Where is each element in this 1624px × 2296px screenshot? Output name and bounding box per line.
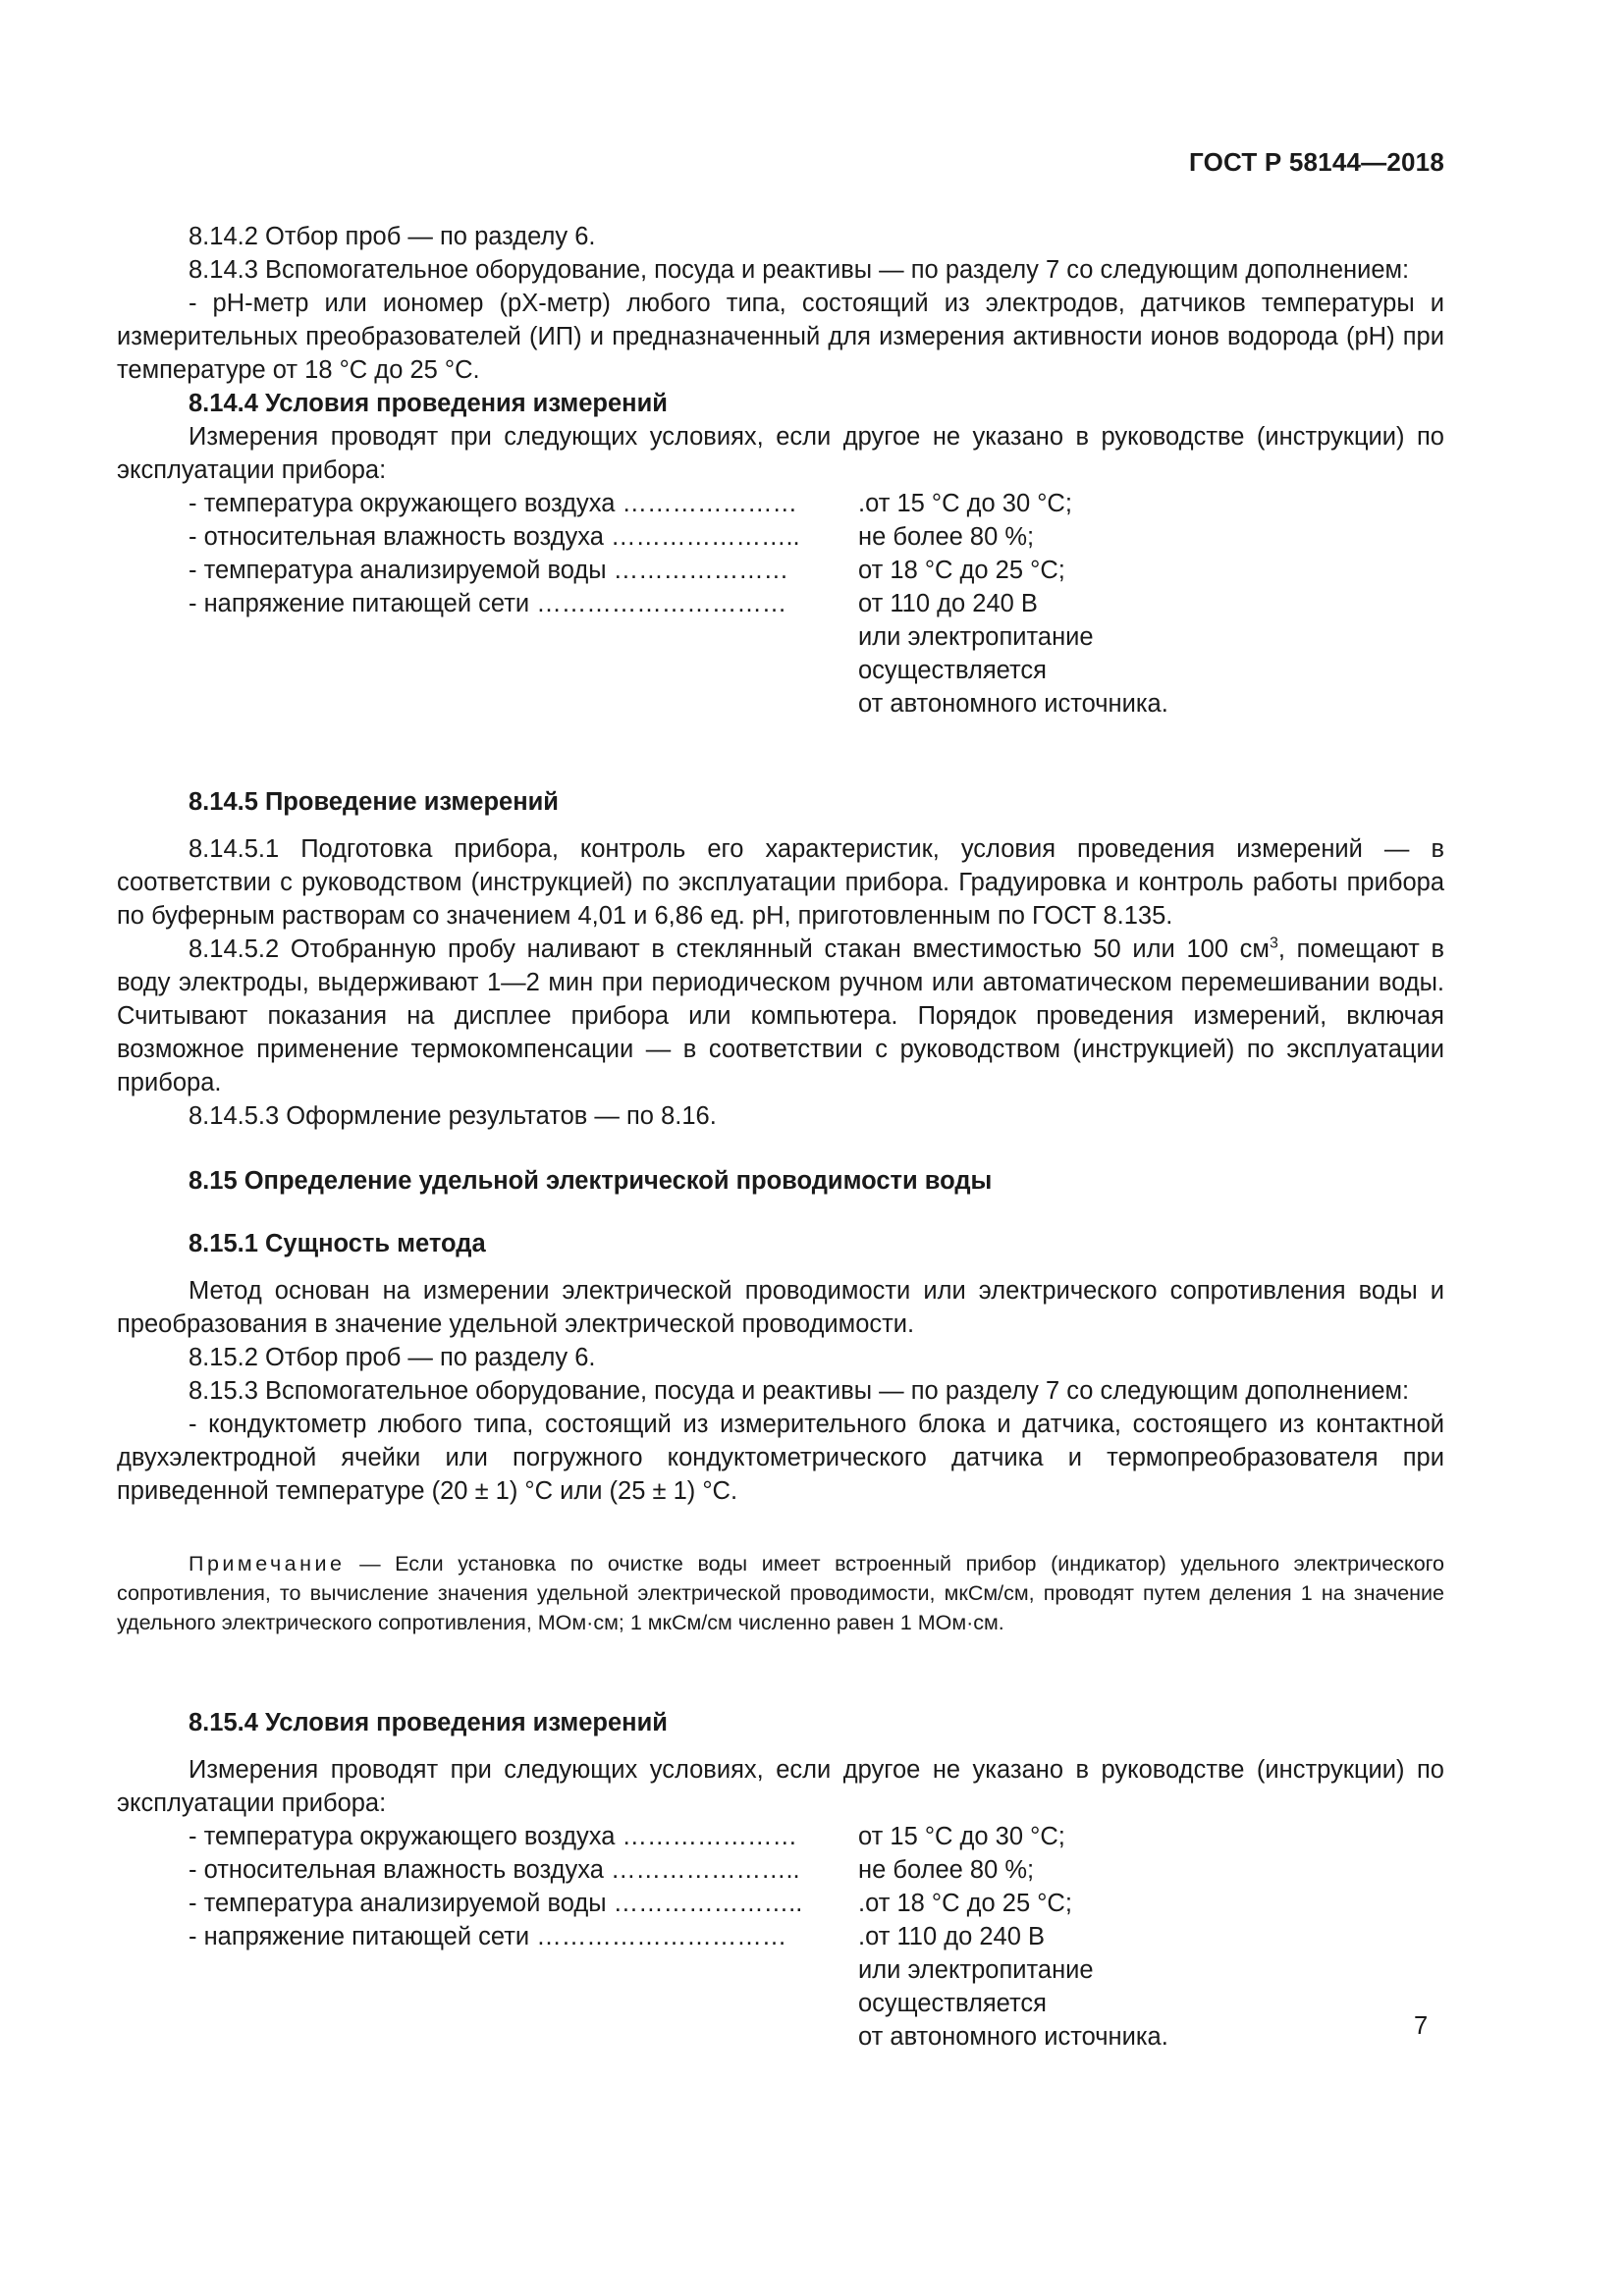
paragraph-8-15-4-intro: Измерения проводят при следующих условиях, если другое не указано в руководстве (инструкции) по эксплуатации прибора: [117, 1756, 1444, 1817]
section-8-15-body [117, 1274, 1444, 1508]
paragraph-8-15-2: 8.15.2 Отбор проб — по разделу 6. [189, 1344, 596, 1371]
condition-label: - относительная влажность воздуха ………………….. [189, 1856, 800, 1884]
condition-row [117, 520, 1444, 554]
section-8-15 [117, 1164, 1444, 1198]
note-block [117, 1549, 1444, 1637]
heading-8-15-4: 8.15.4 Условия проведения измерений [189, 1709, 668, 1736]
paragraph-8-14-4-intro: Измерения проводят при следующих условиях, если другое не указано в руководстве (инструкции) по эксплуатации прибора: [117, 423, 1444, 484]
condition-label: - температура окружающего воздуха ………………… [189, 1823, 798, 1850]
section-8-14-top [117, 220, 1444, 721]
section-8-15-4-body [117, 1753, 1444, 2054]
condition-row [117, 1887, 1444, 1920]
condition-continuation: или электропитание [858, 1956, 1094, 1984]
paragraph-8-14-5-3: 8.14.5.3 Оформление результатов — по 8.16. [189, 1102, 717, 1130]
condition-label: - относительная влажность воздуха ………………….. [189, 523, 800, 551]
condition-row [117, 1920, 1444, 1953]
condition-value: .от 110 до 240 В [858, 1923, 1045, 1950]
condition-label: - напряжение питающей сети ………………………… [189, 590, 787, 617]
section-8-14-5-body [117, 832, 1444, 1133]
condition-continuation: от автономного источника. [858, 690, 1168, 718]
condition-value: не более 80 %; [858, 523, 1035, 551]
condition-value: не более 80 %; [858, 1856, 1035, 1884]
section-8-14-5 [117, 785, 1444, 819]
condition-value: от 18 °С до 25 °С; [858, 557, 1065, 584]
page-number: 7 [1414, 2012, 1429, 2040]
heading-8-14-4: 8.14.4 Условия проведения измерений [189, 390, 668, 417]
condition-label: - температура анализируемой воды ………………….. [189, 1890, 803, 1917]
section-8-15-1 [117, 1227, 1444, 1260]
paragraph-8-15-3-item: - кондуктометр любого типа, состоящий из измерительного блока и датчика, состоящего из контактной двухэлектродной ячейки или погружного кондуктометрического датчика и термопреобразователя при приведенной температуре (20 ± 1) °С или (25 ± 1) °С. [117, 1411, 1444, 1505]
paragraph-8-14-5-1: 8.14.5.1 Подготовка прибора, контроль его характеристик, условия проведения измерений — в соответствии с руководством (инструкцией) по эксплуатации прибора. Градуировка и контроль работы прибора по буферным растворам со значением 4,01 и 6,86 ед. pH, приготовленным по ГОСТ 8.135. [117, 835, 1444, 930]
condition-continuation: или электропитание [858, 623, 1094, 651]
condition-value: .от 15 °С до 30 °С; [858, 490, 1072, 517]
paragraph-8-14-5-2: 8.14.5.2 Отобранную пробу наливают в стеклянный стакан вместимостью 50 или 100 $см^3$, помещают в воду электроды, выдерживают 1—2 мин при периодическом ручном или автоматическом перемешивании воды. Считывают показания на дисплее прибора или компьютера. Порядок проведения измерений, включая возможное применение термокомпенсации — в соответствии с руководством (инструкцией) по эксплуатации прибора. [117, 934, 1444, 1096]
superscript-3: 3 [1269, 934, 1278, 952]
section-8-15-4 [117, 1706, 1444, 1739]
note-label: Примечание [189, 1552, 346, 1575]
heading-8-15-1: 8.15.1 Сущность метода [189, 1230, 486, 1257]
condition-continuation: осуществляется [858, 657, 1047, 684]
condition-continuation: от автономного источника. [858, 2023, 1168, 2051]
condition-row [117, 554, 1444, 587]
condition-value: от 110 до 240 В [858, 590, 1038, 617]
condition-row [117, 587, 1444, 620]
paragraph-8-14-3-item: - pH-метр или иономер (рХ-метр) любого типа, состоящий из электродов, датчиков температуры и измерительных преобразователей (ИП) и предназначенный для измерения активности ионов водорода (pH) при температуре от 18 °С до 25 °С. [117, 290, 1444, 384]
condition-row [117, 487, 1444, 520]
heading-8-15: 8.15 Определение удельной электрической проводимости воды [189, 1167, 993, 1195]
paragraph-8-14-2: 8.14.2 Отбор проб — по разделу 6. [189, 223, 596, 250]
note-text: — Если установка по очистке воды имеет встроенный прибор (индикатор) удельного электрического сопротивления, то вычисление значения удельной электрической проводимости, мкСм/см, проводят путем деления 1 на значение удельного электрического сопротивления, МОм·см; 1 мкСм/см численно равен 1 МОм·см. [117, 1552, 1444, 1634]
document-designation: ГОСТ Р 58144—2018 [1189, 147, 1444, 177]
condition-row [117, 1820, 1444, 1853]
condition-row [117, 1853, 1444, 1887]
condition-continuation: осуществляется [858, 1990, 1047, 2017]
note [117, 1549, 1444, 1637]
condition-value: .от 18 °С до 25 °С; [858, 1890, 1072, 1917]
condition-label: - напряжение питающей сети ………………………… [189, 1923, 787, 1950]
condition-label: - температура анализируемой воды ………………… [189, 557, 789, 584]
paragraph-8-15-1: Метод основан на измерении электрической проводимости или электрического сопротивления воды и преобразования в значение удельной электрической проводимости. [117, 1277, 1444, 1338]
heading-8-14-5: 8.14.5 Проведение измерений [189, 788, 559, 816]
condition-label: - температура окружающего воздуха ………………… [189, 490, 798, 517]
condition-value: от 15 °С до 30 °С; [858, 1823, 1065, 1850]
paragraph-8-14-3: 8.14.3 Вспомогательное оборудование, посуда и реактивы — по разделу 7 со следующим дополнением: [189, 256, 1410, 284]
paragraph-8-15-3: 8.15.3 Вспомогательное оборудование, посуда и реактивы — по разделу 7 со следующим дополнением: [189, 1377, 1410, 1405]
